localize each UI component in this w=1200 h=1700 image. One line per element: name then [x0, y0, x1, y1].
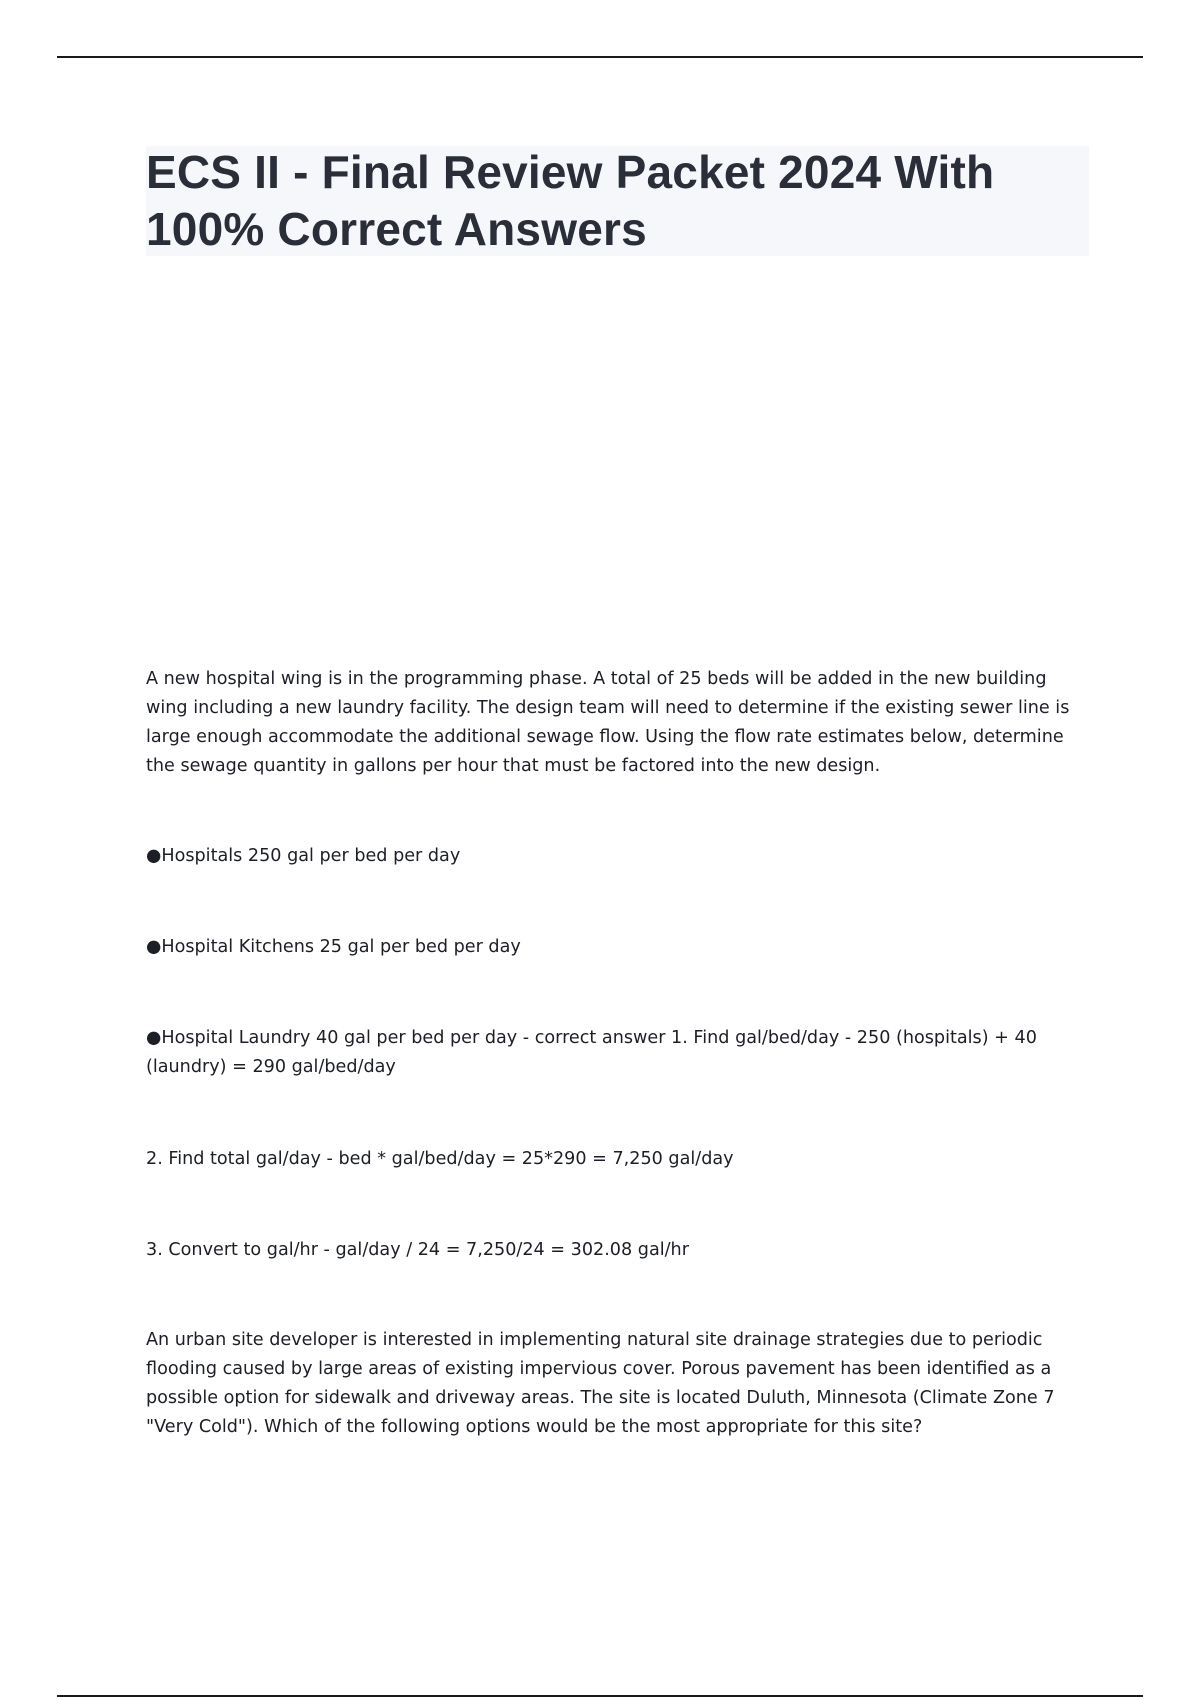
bullet-hospitals: ●Hospitals 250 gal per bed per day [146, 846, 461, 866]
document-title: ECS II - Final Review Packet 2024 With 100% Correct Answers [146, 146, 995, 255]
question-1-text: A new hospital wing is in the programming phase. A total of 25 beds will be added in the new building wing including a new laundry facility. The design team will need to determine if the existing sewer line is large enough accommodate the additional sewage flow. Using the flow rate estimates below, determine the sewage quantity in gallons per hour that must be factored into the new design. [146, 669, 1070, 776]
question-2-text: An urban site developer is interested in implementing natural site drainage strategies due to periodic flooding caused by large areas of existing impervious cover. Porous pavement has been identified as a possible option for sidewalk and driveway areas. The site is located Duluth, Minnesota (Climate Zone 7 "Very Cold"). Which of the following options would be the most appropriate for this site? [146, 1330, 1055, 1437]
top-rule [57, 56, 1143, 58]
bottom-rule [57, 1695, 1143, 1697]
bullet-hospital-kitchens: ●Hospital Kitchens 25 gal per bed per day [146, 937, 521, 957]
answer-step-3: 3. Convert to gal/hr - gal/day / 24 = 7,250/24 = 302.08 gal/hr [146, 1240, 689, 1260]
answer-step-2: 2. Find total gal/day - bed * gal/bed/day = 25*290 = 7,250 gal/day [146, 1149, 734, 1169]
bullet-hospital-laundry-answer: ●Hospital Laundry 40 gal per bed per day - correct answer 1. Find gal/bed/day - 250 (hospitals) + 40 (laundry) = 290 gal/bed/day [146, 1028, 1037, 1077]
